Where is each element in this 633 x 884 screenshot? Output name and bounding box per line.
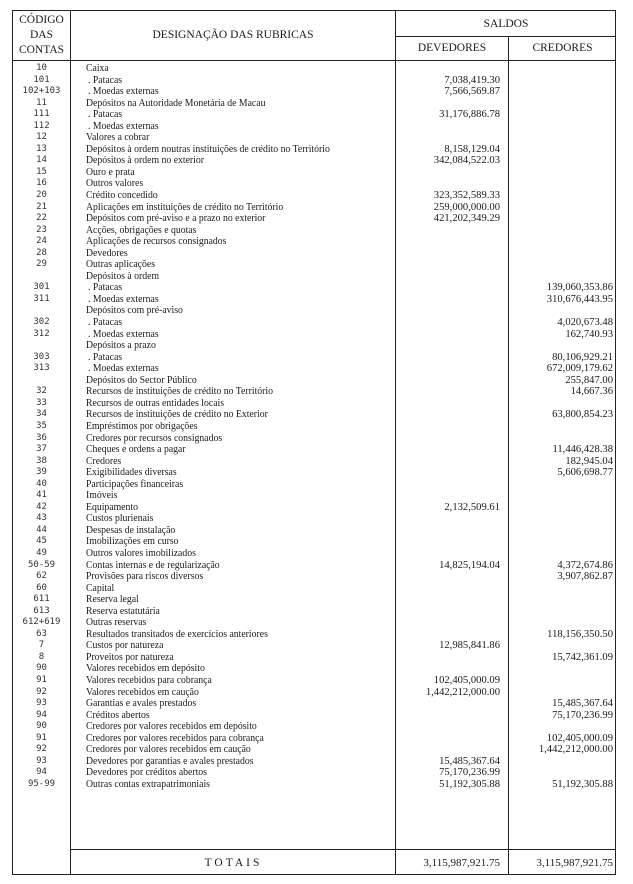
table-row bbox=[13, 144, 617, 156]
account-designation: . Moedas externas bbox=[88, 86, 159, 98]
account-designation: Cheques e ordens a pagar bbox=[86, 444, 186, 456]
balance-credores: 3,907,862.87 bbox=[557, 571, 613, 583]
account-code: 312 bbox=[33, 328, 50, 339]
balance-credores: 11,446,428.38 bbox=[552, 444, 613, 456]
account-code: 23 bbox=[36, 224, 47, 235]
table-row bbox=[13, 779, 617, 791]
header-code bbox=[13, 13, 70, 58]
balance-devedores: 7,566,569.87 bbox=[444, 86, 500, 98]
table-row bbox=[13, 617, 617, 629]
account-code: 95-99 bbox=[27, 778, 56, 789]
account-code: 32 bbox=[36, 386, 47, 397]
table-body bbox=[13, 63, 617, 790]
account-designation: Empréstimos por obrigações bbox=[86, 420, 198, 432]
table-row bbox=[13, 629, 617, 641]
account-designation: Recursos de instituições de crédito no Exterior bbox=[86, 409, 268, 421]
account-designation: . Moedas externas bbox=[88, 328, 159, 340]
account-code: 94 bbox=[36, 767, 47, 778]
header-saldos: SALDOS bbox=[483, 18, 529, 30]
table-row bbox=[13, 710, 617, 722]
account-designation: Caixa bbox=[86, 63, 109, 74]
account-code: 20 bbox=[36, 190, 47, 201]
account-designation: Credores por valores recebidos em caução bbox=[86, 744, 251, 756]
balance-credores: 182,945.04 bbox=[565, 455, 613, 467]
totals-row bbox=[13, 851, 617, 876]
account-code: 112 bbox=[33, 120, 50, 131]
account-designation: . Patacas bbox=[88, 109, 123, 121]
account-designation: Contas internas e de regularização bbox=[86, 559, 220, 571]
account-designation: Credores por recursos consignados bbox=[86, 432, 223, 444]
account-code: 36 bbox=[36, 432, 47, 443]
table-row bbox=[13, 513, 617, 525]
table-row bbox=[13, 294, 617, 306]
table-row bbox=[13, 190, 617, 202]
account-code: 613 bbox=[33, 605, 50, 616]
balance-credores: 4,372,674.86 bbox=[557, 559, 613, 571]
balance-devedores: 7,038,419.30 bbox=[444, 74, 500, 86]
account-designation: Credores por valores recebidos em depósito bbox=[86, 721, 257, 733]
account-designation: Recursos de outras entidades locais bbox=[86, 397, 225, 409]
table-row bbox=[13, 675, 617, 687]
table-row bbox=[13, 525, 617, 537]
account-designation: Imobilizações em curso bbox=[86, 536, 179, 548]
balance-devedores: 421,202,349.29 bbox=[433, 213, 500, 225]
balance-credores: 102,405,000.09 bbox=[546, 732, 613, 744]
account-code: 21 bbox=[36, 201, 47, 212]
table-row bbox=[13, 375, 617, 387]
table-row bbox=[13, 178, 617, 190]
account-designation: Acções, obrigações e quotas bbox=[86, 224, 197, 236]
account-designation: Outras aplicações bbox=[86, 259, 156, 271]
account-designation: Resultados transitados de exercícios anteriores bbox=[86, 628, 268, 640]
account-code: 34 bbox=[36, 409, 47, 420]
account-code: 29 bbox=[36, 259, 47, 270]
account-code: 8 bbox=[38, 651, 45, 662]
table-row bbox=[13, 213, 617, 225]
table-row bbox=[13, 652, 617, 664]
account-designation: Custos por natureza bbox=[86, 640, 164, 652]
table-row bbox=[13, 109, 617, 121]
account-designation: Reserva estatutária bbox=[86, 605, 160, 617]
account-code: 24 bbox=[36, 236, 47, 247]
header-code-line: CONTAS bbox=[18, 44, 65, 56]
account-code: 111 bbox=[33, 109, 50, 120]
account-designation: Créditos abertos bbox=[86, 709, 150, 721]
table-row bbox=[13, 663, 617, 675]
table-row bbox=[13, 687, 617, 699]
table-row bbox=[13, 733, 617, 745]
account-designation: Reserva legal bbox=[86, 594, 139, 606]
account-designation: Outras contas extrapatrimoniais bbox=[86, 778, 210, 790]
table-row bbox=[13, 756, 617, 768]
balance-credores: 80,106,929.21 bbox=[552, 351, 613, 363]
table-row bbox=[13, 248, 617, 260]
account-designation: Valores recebidos em caução bbox=[86, 686, 199, 698]
account-code: 33 bbox=[36, 397, 47, 408]
balance-credores: 139,060,353.86 bbox=[546, 282, 613, 294]
totals-label: TOTAIS bbox=[204, 857, 263, 869]
account-designation: . Patacas bbox=[88, 317, 123, 329]
saldos-divider bbox=[395, 36, 616, 37]
account-designation: . Moedas externas bbox=[88, 293, 159, 305]
account-code: 50-59 bbox=[27, 559, 56, 570]
balance-devedores: 75,170,236.99 bbox=[439, 767, 500, 779]
account-designation: Recursos de instituições de crédito no Território bbox=[86, 386, 273, 398]
account-code: 15 bbox=[36, 166, 47, 177]
account-code: 11 bbox=[36, 97, 47, 108]
balance-devedores: 31,176,886.78 bbox=[439, 109, 500, 121]
table-row bbox=[13, 398, 617, 410]
account-code: 63 bbox=[36, 628, 47, 639]
balance-devedores: 14,825,194.04 bbox=[439, 559, 500, 571]
account-designation: Depósitos com pré-aviso e a prazo no exterior bbox=[86, 213, 266, 225]
account-code: 41 bbox=[36, 490, 47, 501]
balance-credores: 118,156,350.50 bbox=[547, 628, 613, 640]
table-row bbox=[13, 386, 617, 398]
account-designation: . Moedas externas bbox=[88, 120, 159, 132]
balance-credores: 75,170,236.99 bbox=[552, 709, 613, 721]
balance-credores: 310,676,443.95 bbox=[546, 293, 613, 305]
account-code: 13 bbox=[36, 143, 47, 154]
balance-devedores: 15,485,367.64 bbox=[439, 755, 500, 767]
table-row bbox=[13, 121, 617, 133]
table-row bbox=[13, 479, 617, 491]
table-row bbox=[13, 98, 617, 110]
account-code: 39 bbox=[36, 467, 47, 478]
account-code: 611 bbox=[33, 594, 50, 605]
account-designation: Valores a cobrar bbox=[86, 132, 150, 144]
account-code: 301 bbox=[33, 282, 50, 293]
account-code: 91 bbox=[36, 674, 47, 685]
table-row bbox=[13, 490, 617, 502]
table-row bbox=[13, 409, 617, 421]
account-code: 93 bbox=[36, 755, 47, 766]
balance-devedores: 259,000,000.00 bbox=[433, 201, 500, 213]
balance-credores: 15,485,367.64 bbox=[552, 698, 613, 710]
table-row bbox=[13, 75, 617, 87]
balance-credores: 4,020,673.48 bbox=[557, 317, 613, 329]
account-code: 7 bbox=[38, 640, 45, 651]
account-designation: Proveitos por natureza bbox=[86, 651, 174, 663]
account-code: 91 bbox=[36, 732, 47, 743]
table-row bbox=[13, 132, 617, 144]
account-code: 90 bbox=[36, 663, 47, 674]
header-code-line: DAS bbox=[29, 29, 53, 41]
table-row bbox=[13, 548, 617, 560]
account-designation: Depósitos à ordem no exterior bbox=[86, 155, 205, 167]
table-row bbox=[13, 698, 617, 710]
account-designation: . Patacas bbox=[88, 74, 123, 86]
table-row bbox=[13, 433, 617, 445]
account-code: 40 bbox=[36, 478, 47, 489]
account-designation: Depósitos com pré-aviso bbox=[86, 305, 183, 317]
account-designation: Depósitos do Sector Público bbox=[86, 374, 197, 386]
table-row bbox=[13, 259, 617, 271]
account-designation: Depósitos na Autoridade Monetária de Macau bbox=[86, 97, 266, 109]
table-row bbox=[13, 744, 617, 756]
account-designation: Provisões para riscos diversos bbox=[86, 571, 204, 583]
table-row bbox=[13, 421, 617, 433]
account-designation: Outros valores bbox=[86, 178, 144, 190]
account-code: 303 bbox=[33, 351, 50, 362]
account-designation: Crédito concedido bbox=[86, 190, 158, 202]
balance-devedores: 323,352,589.33 bbox=[433, 190, 500, 202]
balance-devedores: 8,158,129.04 bbox=[444, 143, 500, 155]
account-code: 90 bbox=[36, 721, 47, 732]
account-designation: Valores recebidos para cobrança bbox=[86, 674, 212, 686]
header-divider bbox=[13, 60, 616, 61]
balance-credores: 162,740.93 bbox=[565, 328, 613, 340]
account-code: 101 bbox=[33, 74, 50, 85]
account-designation: Credores bbox=[86, 455, 122, 467]
account-designation: Custos plurienais bbox=[86, 513, 154, 525]
account-code: 60 bbox=[36, 582, 47, 593]
table-row bbox=[13, 767, 617, 779]
balance-credores: 15,742,361.09 bbox=[552, 651, 613, 663]
table-row bbox=[13, 271, 617, 283]
account-designation: Outros valores imobilizados bbox=[86, 547, 196, 559]
account-code: 16 bbox=[36, 178, 47, 189]
header-designation: DESIGNAÇÃO DAS RUBRICAS bbox=[152, 29, 314, 41]
account-designation: Aplicações de recursos consignados bbox=[86, 236, 227, 248]
account-code: 49 bbox=[36, 547, 47, 558]
table-row bbox=[13, 236, 617, 248]
account-designation: . Patacas bbox=[88, 282, 123, 294]
account-code: 92 bbox=[36, 744, 47, 755]
account-designation: Devedores bbox=[86, 247, 128, 259]
balance-credores: 14,667.36 bbox=[570, 386, 613, 398]
table-row bbox=[13, 502, 617, 514]
account-code: 102+103 bbox=[22, 86, 61, 97]
table-row bbox=[13, 225, 617, 237]
account-code: 302 bbox=[33, 317, 50, 328]
table-row bbox=[13, 560, 617, 572]
account-code: 28 bbox=[36, 247, 47, 258]
account-code: 44 bbox=[36, 524, 47, 535]
table-row bbox=[13, 363, 617, 375]
table-row bbox=[13, 155, 617, 167]
table-row bbox=[13, 63, 617, 75]
account-designation: Depósitos à ordem noutras instituições de crédito no Território bbox=[86, 143, 330, 155]
account-designation: Garantias e avales prestados bbox=[86, 698, 197, 710]
balance-credores: 672,009,179.62 bbox=[546, 363, 613, 375]
account-code: 313 bbox=[33, 363, 50, 374]
account-designation: Devedores por créditos abertos bbox=[86, 767, 207, 779]
balance-credores: 63,800,854.23 bbox=[552, 409, 613, 421]
account-code: 612+619 bbox=[22, 617, 61, 628]
account-code: 12 bbox=[36, 132, 47, 143]
account-code: 38 bbox=[36, 455, 47, 466]
account-designation: Depósitos à ordem bbox=[86, 270, 160, 282]
balance-devedores: 2,132,509.61 bbox=[444, 501, 500, 513]
balance-devedores: 342,084,522.03 bbox=[433, 155, 500, 167]
account-designation: Depósitos a prazo bbox=[86, 340, 156, 352]
table-row bbox=[13, 583, 617, 595]
account-code: 62 bbox=[36, 571, 47, 582]
balance-sheet-table bbox=[12, 10, 616, 875]
table-row bbox=[13, 456, 617, 468]
table-row bbox=[13, 594, 617, 606]
account-code: 93 bbox=[36, 698, 47, 709]
balance-credores: 255,847.00 bbox=[565, 374, 613, 386]
account-designation: Outras reservas bbox=[86, 617, 147, 629]
account-code: 10 bbox=[36, 63, 47, 73]
header-code-line: CÓDIGO bbox=[19, 14, 64, 26]
account-code: 14 bbox=[36, 155, 47, 166]
account-code: 22 bbox=[36, 213, 47, 224]
account-code: 43 bbox=[36, 513, 47, 524]
balance-devedores: 1,442,212,000.00 bbox=[425, 686, 500, 698]
account-designation: Capital bbox=[86, 582, 115, 594]
table-row bbox=[13, 536, 617, 548]
table-row bbox=[13, 352, 617, 364]
account-designation: . Patacas bbox=[88, 351, 123, 363]
totals-devedores: 3,115,987,921.75 bbox=[423, 857, 500, 869]
table-row bbox=[13, 317, 617, 329]
account-designation: Despesas de instalação bbox=[86, 524, 176, 536]
account-designation: Ouro e prata bbox=[86, 166, 135, 178]
balance-devedores: 102,405,000.09 bbox=[433, 674, 500, 686]
balance-credores: 1,442,212,000.00 bbox=[538, 744, 613, 756]
account-code: 45 bbox=[36, 536, 47, 547]
account-designation: Exigibilidades diversas bbox=[86, 467, 177, 479]
table-row bbox=[13, 340, 617, 352]
header-devedores: DEVEDORES bbox=[417, 42, 487, 54]
table-row bbox=[13, 571, 617, 583]
balance-credores: 5,606,698.77 bbox=[557, 467, 613, 479]
table-row bbox=[13, 444, 617, 456]
table-row bbox=[13, 329, 617, 341]
header-credores: CREDORES bbox=[532, 42, 593, 54]
table-row bbox=[13, 86, 617, 98]
account-designation: Credores por valores recebidos para cobrança bbox=[86, 732, 264, 744]
account-designation: Devedores por garantias e avales prestados bbox=[86, 755, 254, 767]
table-row bbox=[13, 167, 617, 179]
account-designation: Imóveis bbox=[86, 490, 118, 502]
account-designation: Valores recebidos em depósito bbox=[86, 663, 205, 675]
account-designation: Aplicações em instituições de crédito no Território bbox=[86, 201, 284, 213]
totals-credores: 3,115,987,921.75 bbox=[536, 857, 613, 869]
table-row bbox=[13, 282, 617, 294]
balance-devedores: 51,192,305.88 bbox=[439, 778, 500, 790]
balance-devedores: 12,985,841.86 bbox=[439, 640, 500, 652]
table-row bbox=[13, 640, 617, 652]
table-row bbox=[13, 467, 617, 479]
account-designation: Participações financeiras bbox=[86, 478, 184, 490]
table-row bbox=[13, 606, 617, 618]
account-code: 42 bbox=[36, 501, 47, 512]
totals-divider bbox=[70, 849, 616, 850]
table-row bbox=[13, 305, 617, 317]
account-code: 311 bbox=[33, 293, 50, 304]
balance-credores: 51,192,305.88 bbox=[552, 778, 613, 790]
account-code: 37 bbox=[36, 444, 47, 455]
account-designation: Equipamento bbox=[86, 501, 138, 513]
table-row bbox=[13, 202, 617, 214]
account-code: 92 bbox=[36, 686, 47, 697]
account-code: 35 bbox=[36, 420, 47, 431]
account-code: 94 bbox=[36, 709, 47, 720]
account-designation: . Moedas externas bbox=[88, 363, 159, 375]
table-row bbox=[13, 721, 617, 733]
